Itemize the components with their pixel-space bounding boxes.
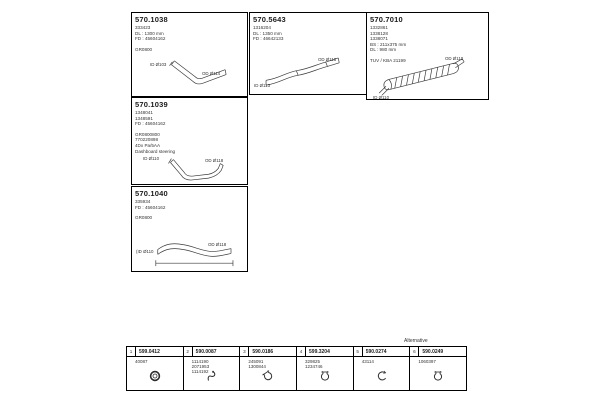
- part-line: 1338071: [370, 36, 388, 42]
- alt-column-2: [184, 347, 241, 390]
- group-code: GR0800800: [135, 131, 160, 137]
- part-line: DL : 980 mm: [370, 47, 397, 53]
- alt-column-header: [240, 347, 296, 357]
- pipe-drawing: [132, 13, 247, 96]
- alt-part: 1114192: [191, 369, 209, 375]
- part-line: 4Dx Pa/5AA: [135, 142, 161, 148]
- part-line: 770220898: [135, 137, 158, 143]
- alt-column-6: [410, 347, 466, 390]
- alt-column-header: [127, 347, 183, 357]
- alt-part: 245091: [248, 359, 264, 364]
- part-number-title: 570.1039: [135, 100, 168, 109]
- diameter-label: ID Ø110: [143, 156, 160, 161]
- alt-column-header: [354, 347, 410, 357]
- column-number: 5: [354, 347, 363, 356]
- part-box-570-1038: [131, 12, 248, 97]
- diameter-label: ID Ø113: [254, 83, 271, 88]
- part-line: BS : 211x375 mm: [370, 41, 407, 47]
- clamp-icon: [262, 369, 275, 387]
- part-line: FD : 45604162: [135, 121, 166, 127]
- part-number-title: 570.1038: [135, 15, 168, 24]
- part-box-570-1039: [131, 97, 248, 185]
- alt-column-header: [184, 347, 240, 357]
- clamp-bolt-icon: [432, 369, 444, 387]
- alt-part: 1234746: [305, 364, 323, 370]
- column-number: 1: [127, 347, 136, 356]
- alt-part: 2071953: [191, 364, 210, 370]
- part-line: DL : 1350 mm: [253, 30, 282, 36]
- approval-code: TUV / KBA 21199: [370, 57, 406, 63]
- alt-part: 1060397: [418, 359, 436, 364]
- diameter-label: OD Ø110: [445, 56, 464, 61]
- part-line: 1316204: [253, 25, 271, 30]
- part-box-570-5643: [249, 12, 367, 95]
- alt-part-list: [410, 357, 466, 364]
- alt-column-header: [297, 347, 353, 357]
- alternative-label: Alternative: [404, 338, 428, 344]
- part-line: 1348041: [135, 110, 153, 115]
- alt-ref: 590.0186: [252, 348, 274, 355]
- column-number: 6: [410, 347, 419, 356]
- part-number-title: 570.5643: [253, 15, 286, 24]
- alt-part: 1300844: [248, 364, 266, 370]
- pipe-drawing: [250, 13, 366, 94]
- part-box-570-1040: [131, 186, 248, 272]
- alt-column-5: [354, 347, 411, 390]
- part-line: 1348591: [135, 115, 153, 121]
- alt-column-3: [240, 347, 297, 390]
- part-line: 335934: [135, 199, 151, 204]
- alt-ref: 590.0249: [422, 348, 444, 355]
- alt-column-4: [297, 347, 354, 390]
- diameter-label: ID Ø110: [373, 95, 390, 100]
- alt-part: 43114: [361, 359, 374, 364]
- part-number-title: 570.7010: [370, 15, 403, 24]
- part-number-title: 570.1040: [135, 189, 168, 198]
- diameter-label: (ID Ø110: [136, 249, 154, 254]
- alt-ref: 599.3204: [309, 348, 330, 355]
- part-box-570-7010: [366, 12, 489, 100]
- pipe-drawing: [132, 187, 247, 271]
- diameter-label: OD Ø114: [202, 71, 221, 76]
- part-line: 1338128: [370, 30, 388, 36]
- alt-part: 40087: [135, 359, 148, 364]
- group-code: GR0800: [135, 215, 153, 221]
- alternatives-table: [126, 346, 467, 391]
- diameter-label: ID Ø103: [150, 62, 167, 67]
- hanger-icon: [206, 369, 218, 387]
- part-line: FD : 45604162: [135, 36, 166, 42]
- part-line: FD : 45604162: [135, 204, 166, 210]
- alt-part-list: [354, 357, 410, 364]
- alt-part: 329825: [305, 359, 321, 364]
- gasket-icon: [149, 369, 161, 387]
- column-number: 3: [240, 347, 249, 356]
- muffler-drawing: [367, 13, 488, 99]
- part-line: FD : 46642133: [253, 36, 284, 42]
- column-number: 4: [297, 347, 306, 356]
- alt-part: 1114190: [191, 359, 209, 364]
- pipe-drawing: [132, 98, 247, 184]
- part-line: DL : 1300 mm: [135, 30, 164, 36]
- clamp-bolt-icon: [319, 369, 331, 387]
- diameter-label: OD Ø118: [208, 242, 227, 247]
- part-line: Dashboard steering: [135, 148, 176, 154]
- alt-column-header: [410, 347, 466, 357]
- group-code: GR0800: [135, 46, 153, 52]
- alt-part-list: [297, 357, 353, 369]
- alt-part-list: [240, 357, 296, 369]
- diameter-label: OD Ø118: [318, 57, 337, 62]
- column-number: 2: [184, 347, 193, 356]
- part-line: 1332861: [370, 25, 388, 30]
- alt-part-list: [127, 357, 183, 364]
- ring-icon: [376, 369, 388, 387]
- part-line: 333423: [135, 25, 151, 30]
- alt-ref: 590.0274: [365, 348, 387, 355]
- alt-ref: 590.0087: [195, 348, 217, 355]
- diameter-label: OD Ø118: [205, 158, 224, 163]
- alt-ref: 599.0412: [139, 348, 160, 355]
- alt-column-1: [127, 347, 184, 390]
